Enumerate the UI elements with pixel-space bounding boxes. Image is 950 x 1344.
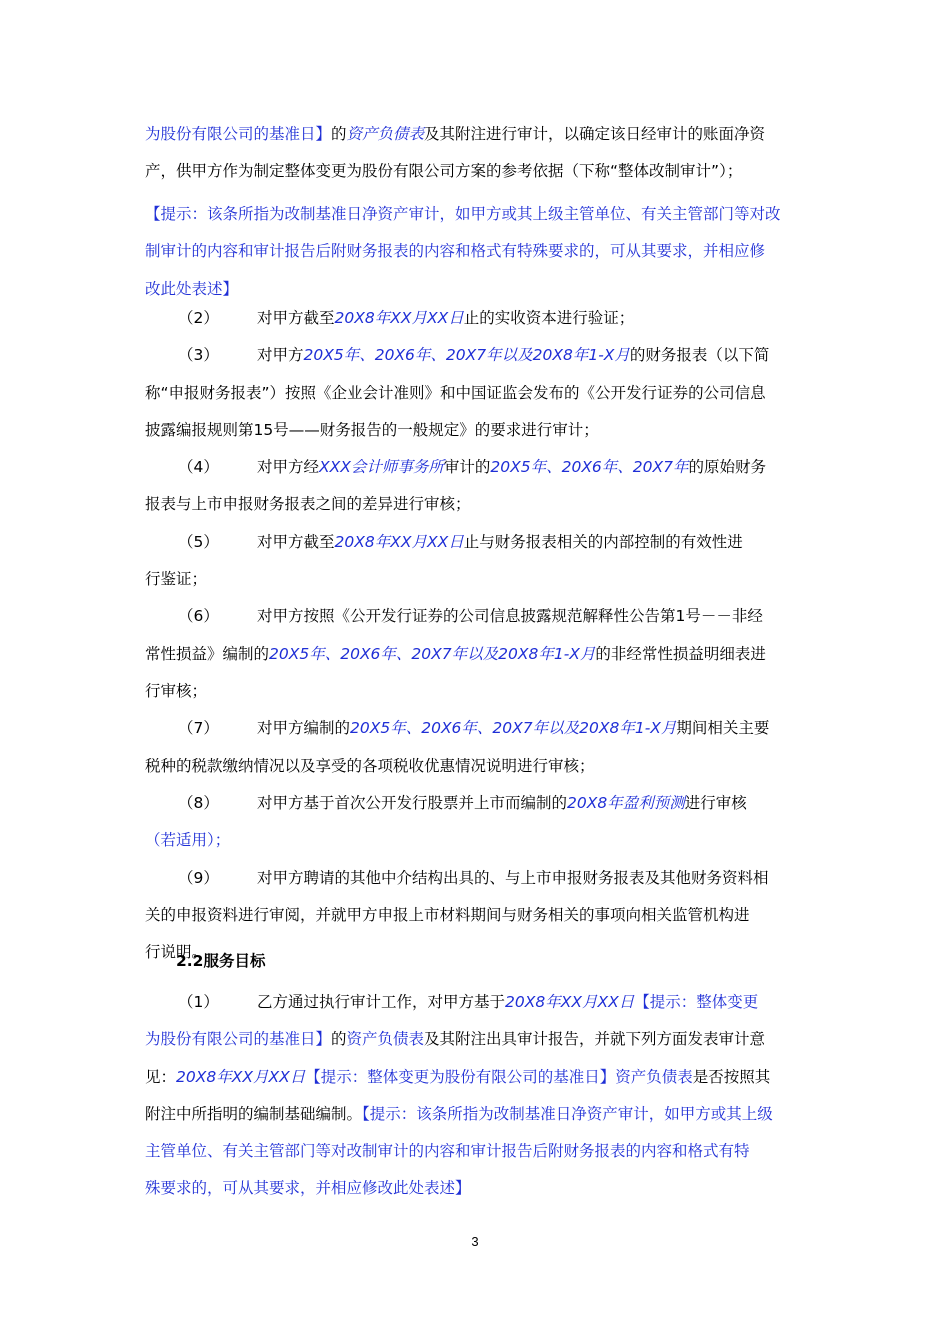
intro-line-2: 产，供甲方作为制定整体变更为股份有限公司方案的参考依据（下称“整体改制审计”）； — [145, 162, 743, 181]
service-item-3 — [145, 449, 807, 524]
item-line — [145, 1170, 807, 1207]
text-segment: 的财务报表（以下简 — [629, 346, 770, 365]
item-number: （7） — [178, 719, 219, 738]
text-segment: 附注中所指明的编制基础编制。 — [145, 1104, 363, 1123]
item-line — [145, 412, 807, 449]
text-segment: 报表与上市申报财务报表之间的差异进行审核； — [145, 495, 471, 514]
item-line — [145, 785, 807, 822]
item-line — [145, 984, 807, 1021]
item-line — [145, 897, 807, 934]
target-item-1 — [145, 984, 807, 1208]
text-segment: （若适用）； — [145, 831, 231, 850]
text-segment: 对甲方截至 — [257, 532, 335, 551]
text-segment: XXX会计师事务所 — [319, 458, 444, 477]
service-item-1 — [145, 300, 807, 337]
text-segment: 对甲方截至 — [257, 309, 335, 327]
text-segment: 资产负债表 — [346, 125, 425, 143]
service-item-7 — [145, 785, 807, 860]
text-segment: 行审核； — [145, 681, 208, 700]
text-segment: 【提示：整体变更 — [634, 993, 759, 1011]
item-line — [145, 524, 807, 561]
text-segment: 20X8年XX月XX日 — [334, 309, 464, 327]
text-segment: 披露编报规则第15号——财务报告的一般规定》的要求进行审计； — [145, 420, 599, 439]
tip-line-3: 改此处表述】 — [145, 279, 239, 298]
text-segment: 对甲方基于首次公开发行股票并上市而编制的 — [257, 793, 568, 812]
text-segment: 乙方通过执行审计工作，对甲方基于 — [257, 993, 506, 1011]
text-segment: 对甲方经 — [257, 458, 320, 477]
text-segment: 常性损益》编制的 — [145, 644, 270, 663]
text-segment: 20X5年、20X6年、20X7年以及20X8年1-X月 — [269, 644, 596, 663]
item-line — [145, 486, 807, 523]
item-number: （6） — [178, 607, 219, 626]
service-item-4 — [145, 524, 807, 599]
item-number: （5） — [178, 532, 219, 551]
text-segment: 进行审核 — [684, 793, 747, 812]
text-segment: 的 — [331, 125, 347, 143]
text-segment: 资产负债表 — [615, 1067, 693, 1086]
text-segment: 【提示：整体变更为股份有限公司的基准日】 — [305, 1067, 616, 1086]
text-segment: 期间相关主要 — [676, 719, 770, 738]
text-segment: 20X8年盈利预测 — [567, 793, 685, 812]
text-segment: 的原始财务 — [688, 458, 767, 477]
paragraph-intro — [145, 116, 807, 191]
text-segment: 资产负债表 — [346, 1030, 425, 1049]
item-line — [145, 1021, 807, 1058]
text-segment: 对甲方按照《公开发行证券的公司信息披露规范解释性公告第1号－－非经 — [257, 607, 763, 626]
text-segment: 【提示：该条所指为改制基准日净资产审计，如甲方或其上级 — [362, 1104, 773, 1123]
text-segment: 为股份有限公司的基准日】 — [145, 1030, 332, 1049]
item-line — [145, 822, 807, 859]
text-segment: 为股份有限公司的基准日】 — [145, 125, 332, 143]
intro-line-1 — [145, 116, 807, 153]
tip-paragraph — [145, 196, 807, 308]
text-segment: 称“申报财务报表”）按照《企业会计准则》和中国证监会发布的《公开发行证券的公司信息 — [145, 383, 766, 402]
text-segment: 审计的 — [443, 458, 491, 477]
text-segment: 止与财务报表相关的内部控制的有效性进 — [463, 532, 743, 551]
service-item-2 — [145, 337, 807, 449]
item-line — [145, 860, 807, 897]
text-segment: 20X8年XX月XX日 — [176, 1067, 306, 1086]
service-item-6 — [145, 710, 807, 785]
item-line — [145, 1096, 807, 1133]
page-number: 3 — [471, 1234, 479, 1249]
item-line — [145, 636, 807, 673]
item-number: （4） — [178, 458, 219, 477]
text-segment: 税种的税款缴纳情况以及享受的各项税收优惠情况说明进行审核； — [145, 756, 595, 775]
item-line — [145, 598, 807, 635]
section-heading: 2.2服务目标 — [176, 952, 266, 970]
text-segment: 对甲方聘请的其他中介结构出具的、与上市申报财务报表及其他财务资料相 — [257, 868, 769, 887]
text-segment: 对甲方编制的 — [257, 719, 351, 738]
item-number: （1） — [178, 993, 219, 1011]
text-segment: 殊要求的，可从其要求，并相应修改此处表述】 — [145, 1179, 471, 1198]
item-number: （2） — [178, 309, 219, 327]
text-segment: 20X5年、20X6年、20X7年以及20X8年1-X月 — [350, 719, 677, 738]
item-line — [145, 337, 807, 374]
item-number: （8） — [178, 793, 219, 812]
text-segment: 主管单位、有关主管部门等对改制审计的内容和审计报告后附财务报表的内容和格式有特 — [145, 1142, 750, 1161]
text-segment: 及其附注进行审计，以确定该日经审计的账面净资 — [424, 125, 766, 143]
service-item-5 — [145, 598, 807, 710]
text-segment: 行说明。 — [145, 943, 208, 962]
item-number: （3） — [178, 346, 219, 365]
text-segment: 行鉴证； — [145, 570, 208, 589]
text-segment: 见： — [145, 1067, 177, 1086]
item-line — [145, 748, 807, 785]
item-number: （9） — [178, 868, 219, 887]
text-segment: 的 — [331, 1030, 347, 1049]
item-line — [145, 673, 807, 710]
item-line — [145, 710, 807, 747]
item-line — [145, 1059, 807, 1096]
text-segment: 20X8年XX月XX日 — [334, 532, 464, 551]
text-segment: 20X8年XX月XX日 — [505, 993, 635, 1011]
item-line — [145, 375, 807, 412]
text-segment: 对甲方 — [257, 346, 304, 365]
item-line — [145, 1133, 807, 1170]
item-line — [145, 449, 807, 486]
text-segment: 及其附注出具审计报告，并就下列方面发表审计意 — [424, 1030, 766, 1049]
tip-line-1: 【提示：该条所指为改制基准日净资产审计，如甲方或其上级主管单位、有关主管部门等对改 — [145, 205, 781, 223]
text-segment: 20X5年、20X6年、20X7年 — [490, 458, 689, 477]
text-segment: 的非经常性损益明细表进 — [595, 644, 766, 663]
text-segment: 是否按照其 — [692, 1067, 771, 1086]
text-segment: 关的申报资料进行审阅，并就甲方申报上市材料期间与财务相关的事项向相关监管机构进 — [145, 905, 750, 924]
text-segment: 止的实收资本进行验证； — [463, 309, 635, 327]
item-line — [145, 561, 807, 598]
text-segment: 20X5年、20X6年、20X7年以及20X8年1-X月 — [303, 346, 630, 365]
item-line — [145, 300, 807, 337]
tip-line-2: 制审计的内容和审计报告后附财务报表的内容和格式有特殊要求的，可从其要求，并相应修 — [145, 242, 766, 261]
